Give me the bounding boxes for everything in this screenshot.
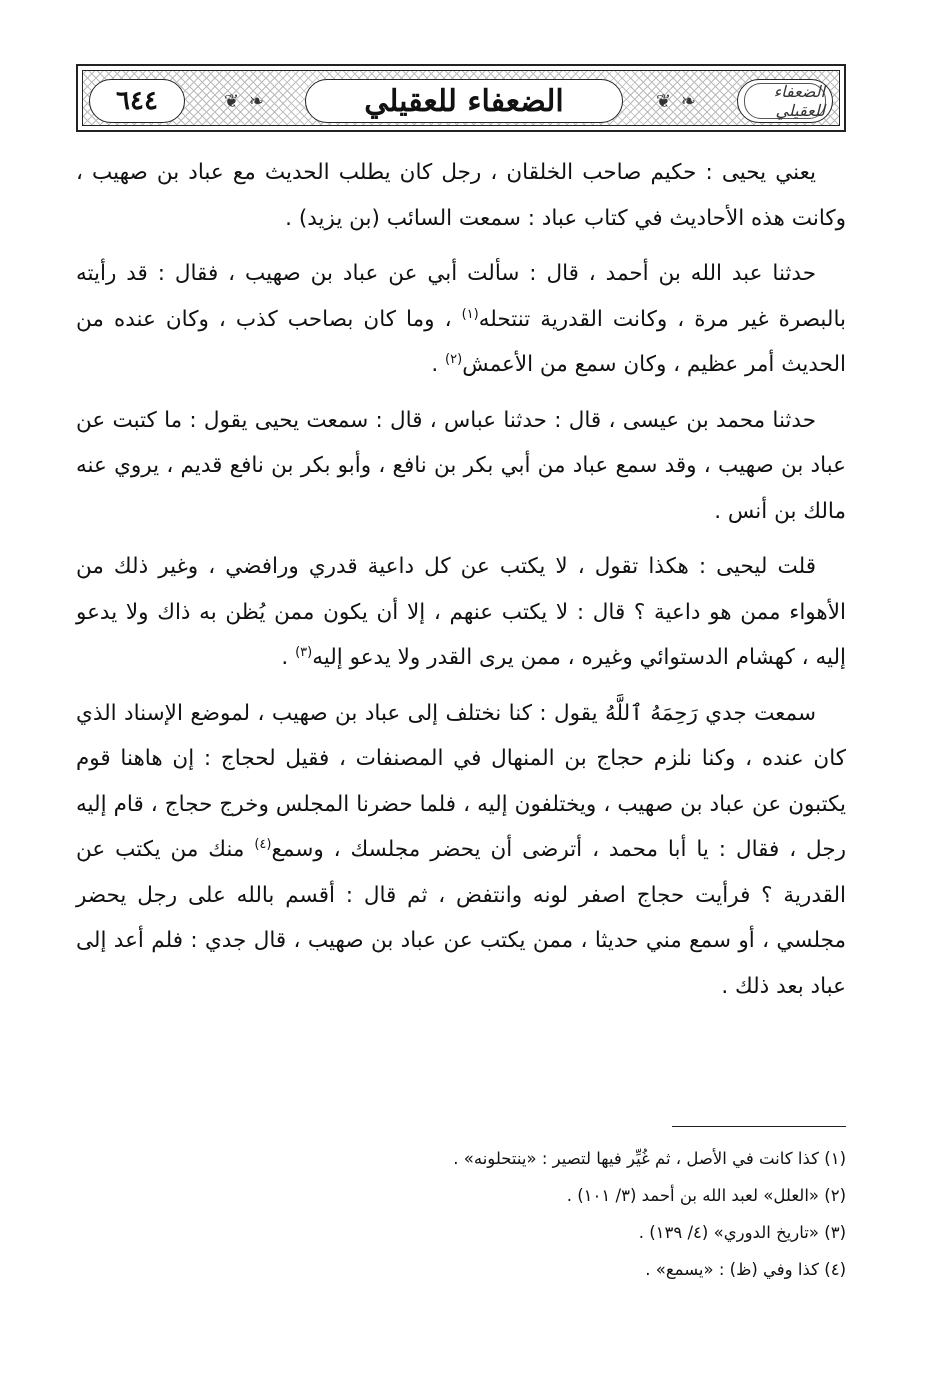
page-number: ٦٤٤ — [116, 86, 158, 116]
paragraph-text: منك من يكتب عن القدرية ؟ فرأيت حجاج اصفر لونه وانتفض ، ثم قال : أقسم بالله على رجل يحضر مجلسي ، أو سمع مني حديثا ، ممن يكتب عن عباد بن صهيب ، قال جدي : فلم أعد إلى عباد بعد ذلك . — [76, 837, 846, 999]
footnote-ref-4[interactable]: (٤) — [254, 836, 272, 852]
paragraph-text: حدثنا عبد الله بن أحمد ، قال : سألت أبي عن عباد بن صهيب ، فقال : قد رأيته بالبصرة غير مرة ، وكانت القدرية تنتحله — [76, 261, 846, 332]
seal-cartouche — [737, 79, 833, 123]
paragraph-2 — [76, 251, 846, 388]
paragraph-text: حدثنا محمد بن عيسى ، قال : حدثنا عباس ، قال : سمعت يحيى يقول : ما كتبت عن عباد بن صهيب ، وقد سمع عباد من أبي بكر بن نافع ، وأبو بكر بن نافع قديم ، يروي عنه مالك بن أنس . — [76, 407, 846, 524]
footnote-ref-3[interactable]: (٣) — [295, 644, 313, 660]
footnote-1: (١) كذا كانت في الأصل ، ثم غُيِّر فيها لتصير : «ينتحلونه» . — [453, 1149, 846, 1168]
footnote-divider — [672, 1126, 846, 1127]
footnote-ref-2[interactable]: (٢) — [445, 351, 463, 367]
footnote-4: (٤) كذا وفي (ظ) : «يسمع» . — [645, 1260, 846, 1279]
paragraph-text: سمعت جدي رَحِمَهُ ٱللَّهُ يقول : كنا نختلف إلى عباد بن صهيب ، لموضع الإسناد الذي كان عنده ، وكنا نلزم حجاج بن المنهال في المصنفات ، فقيل لحجاج : إن هاهنا قوم يكتبون عن عباد بن صهيب ، ويختلفون إليه ، فلما حضرنا المجلس وخرج حجاج ، قام إليه رجل ، فقال : يا أبا محمد ، أترضى أن يحضر مجلسك ، وسمع — [76, 700, 846, 862]
page-header — [76, 64, 846, 132]
paragraph-3 — [76, 398, 846, 535]
book-seal-logo: الضعفاء للعقيلي — [744, 83, 826, 119]
header-pattern — [82, 70, 840, 126]
paragraph-4 — [76, 544, 846, 681]
footnotes — [76, 1140, 846, 1288]
footnote-ref-1[interactable]: (١) — [461, 306, 479, 322]
footnote-3: (٣) «تاريخ الدوري» (٤/ ١٣٩) . — [638, 1223, 846, 1242]
paragraph-text: . — [431, 352, 446, 377]
paragraph-text: ، وما كان بصاحب كذب ، وكان عنده من الحديث أمر عظيم ، وكان سمع من الأعمش — [76, 306, 846, 377]
footnote-2: (٢) «العلل» لعبد الله بن أحمد (٣/ ١٠١) . — [566, 1186, 846, 1205]
paragraph-text: يعني يحيى : حكيم صاحب الخلقان ، رجل كان يطلب الحديث مع عباد بن صهيب ، وكانت هذه الأحاديث في كتاب عباد : سمعت السائب (بن يزيد) . — [76, 160, 846, 231]
running-title: الضعفاء للعقيلي — [364, 83, 564, 119]
main-text — [76, 150, 846, 1019]
paragraph-1 — [76, 150, 846, 241]
ornament-left-icon: ❦ ❧ — [224, 90, 266, 112]
paragraph-5 — [76, 691, 846, 1010]
ornament-right-icon: ❦ ❧ — [656, 90, 698, 112]
paragraph-text: . — [281, 645, 296, 670]
page-number-cartouche — [89, 79, 185, 123]
title-cartouche — [305, 79, 623, 123]
paragraph-text: قلت ليحيى : هكذا تقول ، لا يكتب عن كل داعية قدري ورافضي ، وغير ذلك من الأهواء ممن هو داعية ؟ قال : لا يكتب عنهم ، إلا أن يكون ممن يُظن به ذاك ولا يدعو إليه ، كهشام الدستوائي وغيره ، ممن يرى القدر ولا يدعو إليه — [76, 554, 846, 670]
